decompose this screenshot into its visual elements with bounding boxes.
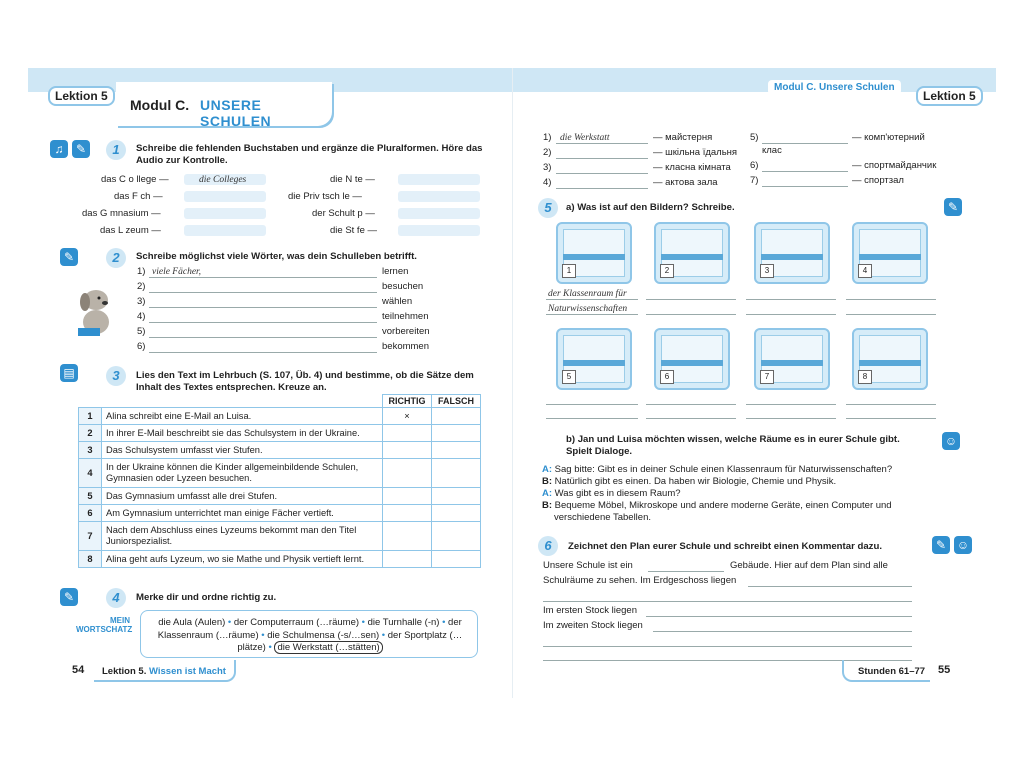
headphones-icon: ♫ bbox=[50, 140, 68, 158]
answer-line[interactable] bbox=[646, 418, 736, 419]
answer-line[interactable] bbox=[646, 314, 736, 315]
answer-line[interactable] bbox=[149, 337, 377, 338]
exercise-number: 4 bbox=[106, 588, 126, 608]
mein-wortschatz-label: MEIN WORTSCHATZ bbox=[76, 616, 133, 634]
row-number: 4 bbox=[79, 459, 102, 488]
list-number: 4) bbox=[137, 311, 146, 322]
handwritten-answer: Naturwissenschaften bbox=[548, 304, 628, 314]
row-number: 7 bbox=[79, 522, 102, 551]
list-number: 3) bbox=[543, 162, 552, 173]
list-number: 1) bbox=[543, 132, 552, 143]
modul-header bbox=[116, 82, 332, 129]
answer-field[interactable] bbox=[184, 225, 266, 236]
answer-line[interactable] bbox=[543, 646, 912, 647]
answer-field[interactable] bbox=[398, 225, 480, 236]
falsch-cell[interactable] bbox=[432, 551, 481, 568]
word-prompt: die St fe — bbox=[330, 225, 377, 236]
list-number: 6) bbox=[750, 160, 759, 171]
vocabulary-box bbox=[140, 610, 478, 658]
translation: клас bbox=[762, 145, 782, 156]
modul-header-right: Modul C. Unsere Schulen bbox=[768, 80, 901, 95]
classroom-picture-4: 4 bbox=[852, 222, 928, 284]
verb-label: lernen bbox=[382, 266, 409, 277]
word-prompt: das C o llege — bbox=[101, 174, 169, 185]
answer-line[interactable] bbox=[846, 404, 936, 405]
classroom-picture-6: 6 bbox=[654, 328, 730, 390]
answer-line[interactable] bbox=[762, 171, 848, 172]
answer-line[interactable] bbox=[846, 418, 936, 419]
answer-line[interactable] bbox=[646, 299, 736, 300]
falsch-cell[interactable] bbox=[432, 442, 481, 459]
richtig-cell[interactable] bbox=[383, 442, 432, 459]
classroom-picture-2: 2 bbox=[654, 222, 730, 284]
statement: Das Schulsystem umfasst vier Stufen. bbox=[102, 442, 383, 459]
exercise-instruction: Lies den Text im Lehrbuch (S. 107, Üb. 4) und bestimme, ob die Sätze dem Inhalt des Textes entsprechen. Kreuze an. bbox=[136, 370, 474, 393]
row-number: 1 bbox=[79, 408, 102, 425]
textbook-spread bbox=[28, 68, 996, 698]
vocabulary-list: die Aula (Aulen) • der Computerraum (…räume) • die Turnhalle (-n) • der Klassenraum (…räume) • die Schulmensa (-s/…sen) • der Sportplatz (…plätze) • die Werkstatt (…stätten) bbox=[157, 617, 463, 653]
answer-line[interactable] bbox=[556, 158, 648, 159]
list-number: 1) bbox=[137, 266, 146, 277]
exercise-number: 1 bbox=[106, 140, 126, 160]
page-number-right: 55 bbox=[938, 664, 951, 676]
statement: Das Gymnasium umfasst alle drei Stufen. bbox=[102, 488, 383, 505]
translation: — актова зала bbox=[653, 177, 718, 188]
row-number: 5 bbox=[79, 488, 102, 505]
page-fold bbox=[512, 68, 513, 698]
verb-label: vorbereiten bbox=[382, 326, 430, 337]
richtig-cell[interactable] bbox=[383, 425, 432, 442]
exercise-instruction: Schreibe die fehlenden Buchstaben und ergänze die Pluralformen. Höre das Audio zur Kontrolle. bbox=[136, 143, 483, 166]
exercise-number: 5 bbox=[538, 198, 558, 218]
exercise-instruction: a) Was ist auf den Bildern? Schreibe. bbox=[566, 202, 735, 213]
answer-field[interactable] bbox=[398, 174, 480, 185]
falsch-cell[interactable] bbox=[432, 488, 481, 505]
text-line: Im zweiten Stock liegen bbox=[543, 620, 643, 631]
footer-lesson: Lektion 5. Wissen ist Macht bbox=[102, 666, 226, 677]
falsch-cell[interactable] bbox=[432, 505, 481, 522]
answer-field[interactable] bbox=[184, 191, 266, 202]
translation: — майстерня bbox=[653, 132, 713, 143]
translation: — шкільна їдальня bbox=[653, 147, 738, 158]
answer-line[interactable] bbox=[746, 314, 836, 315]
statement: In ihrer E-Mail beschreibt sie das Schulsystem in der Ukraine. bbox=[102, 425, 383, 442]
pencil-icon: ✎ bbox=[932, 536, 950, 554]
answer-line[interactable] bbox=[546, 314, 638, 315]
answer-line[interactable] bbox=[646, 616, 912, 617]
classroom-picture-7: 7 bbox=[754, 328, 830, 390]
classroom-picture-3: 3 bbox=[754, 222, 830, 284]
lesson-tab-left: Lektion 5 bbox=[48, 86, 115, 106]
answer-line[interactable] bbox=[149, 352, 377, 353]
text-line: Im ersten Stock liegen bbox=[543, 605, 637, 616]
list-number: 4) bbox=[543, 177, 552, 188]
word-prompt: das L zeum — bbox=[100, 225, 161, 236]
list-number: 5) bbox=[137, 326, 146, 337]
answer-line[interactable] bbox=[546, 299, 638, 300]
translation: — спортзал bbox=[852, 175, 904, 186]
people-icon: ☺ bbox=[942, 432, 960, 450]
exercise-instruction: b) Jan und Luisa möchten wissen, welche Räume es in eurer Schule gibt. Spielt Dialoge. bbox=[566, 434, 900, 457]
word-prompt: das G mnasium — bbox=[82, 208, 161, 219]
statement: Alina schreibt eine E-Mail an Luisa. bbox=[102, 408, 383, 425]
row-number: 6 bbox=[79, 505, 102, 522]
translation: — спортмайданчик bbox=[852, 160, 937, 171]
lesson-tab-right: Lektion 5 bbox=[916, 86, 983, 106]
handwritten-answer: die Werkstatt bbox=[560, 133, 610, 143]
list-number: 3) bbox=[137, 296, 146, 307]
exercise-number: 2 bbox=[106, 248, 126, 268]
word-prompt: die N te — bbox=[330, 174, 375, 185]
answer-line[interactable] bbox=[543, 601, 912, 602]
richtig-cell[interactable]: × bbox=[383, 408, 432, 425]
answer-line[interactable] bbox=[556, 173, 648, 174]
text-line: Gebäude. Hier auf dem Plan sind alle bbox=[730, 560, 888, 571]
handwritten-answer: viele Fächer, bbox=[152, 267, 202, 277]
falsch-cell[interactable] bbox=[432, 408, 481, 425]
answer-line[interactable] bbox=[762, 143, 848, 144]
pencil-icon: ✎ bbox=[60, 588, 78, 606]
list-number: 7) bbox=[750, 175, 759, 186]
handwritten-answer: der Klassenraum für bbox=[548, 289, 627, 299]
word-prompt: das F ch — bbox=[114, 191, 163, 202]
answer-line[interactable] bbox=[648, 571, 724, 572]
richtig-cell[interactable] bbox=[383, 459, 432, 488]
verb-label: besuchen bbox=[382, 281, 424, 292]
list-number: 2) bbox=[137, 281, 146, 292]
column-header-falsch: FALSCH bbox=[432, 395, 481, 408]
classroom-picture-1: 1 bbox=[556, 222, 632, 284]
people-icon: ☺ bbox=[954, 536, 972, 554]
column-header-richtig: RICHTIG bbox=[383, 395, 432, 408]
answer-line[interactable] bbox=[762, 186, 848, 187]
answer-line[interactable] bbox=[149, 307, 377, 308]
translation: — комп'ютерний bbox=[852, 132, 925, 143]
falsch-cell[interactable] bbox=[432, 425, 481, 442]
answer-line[interactable] bbox=[653, 631, 912, 632]
richtig-cell[interactable] bbox=[383, 551, 432, 568]
exercise-instruction: Merke dir und ordne richtig zu. bbox=[136, 592, 277, 603]
pencil-icon: ✎ bbox=[72, 140, 90, 158]
row-number: 8 bbox=[79, 551, 102, 568]
list-number: 5) bbox=[750, 132, 759, 143]
word-prompt: der Schult p — bbox=[312, 208, 375, 219]
answer-line[interactable] bbox=[149, 292, 377, 293]
richtig-cell[interactable] bbox=[383, 505, 432, 522]
statement: Alina geht aufs Lyzeum, wo sie Mathe und Physik vertieft lernt. bbox=[102, 551, 383, 568]
text-line: Unsere Schule ist ein bbox=[543, 560, 633, 571]
verb-label: teilnehmen bbox=[382, 311, 429, 322]
list-number: 2) bbox=[543, 147, 552, 158]
statement: Nach dem Abschluss eines Lyzeums bekommt man den Titel Juniorspezialist. bbox=[102, 522, 383, 551]
word-prompt: die Priv tsch le — bbox=[288, 191, 362, 202]
circled-word: die Werkstatt (…stätten) bbox=[274, 641, 382, 654]
translation: — класна кімната bbox=[653, 162, 731, 173]
statement: In der Ukraine können die Kinder allgemeinbildende Schulen, Gymnasien oder Lyzeen besuchen. bbox=[102, 459, 383, 488]
footer-stunden: Stunden 61–77 bbox=[858, 666, 926, 677]
answer-field[interactable] bbox=[184, 208, 266, 219]
richtig-cell[interactable] bbox=[383, 522, 432, 551]
true-false-table bbox=[78, 394, 481, 568]
pencil-icon: ✎ bbox=[944, 198, 962, 216]
exercise-instruction: Schreibe möglichst viele Wörter, was dein Schulleben betrifft. bbox=[136, 251, 417, 262]
statement: Am Gymnasium unterrichtet man einige Fächer vertieft. bbox=[102, 505, 383, 522]
falsch-cell[interactable] bbox=[432, 459, 481, 488]
dog-mascot-icon bbox=[72, 286, 118, 338]
row-number: 2 bbox=[79, 425, 102, 442]
answer-field[interactable] bbox=[398, 208, 480, 219]
book-icon: ▤ bbox=[60, 364, 78, 382]
answer-line[interactable] bbox=[748, 586, 912, 587]
classroom-picture-5: 5 bbox=[556, 328, 632, 390]
exercise-number: 6 bbox=[538, 536, 558, 556]
handwritten-answer: die Colleges bbox=[199, 175, 247, 185]
exercise-number: 3 bbox=[106, 366, 126, 386]
answer-line[interactable] bbox=[556, 188, 648, 189]
verb-label: wählen bbox=[382, 296, 413, 307]
page-number-left: 54 bbox=[72, 664, 85, 676]
pencil-icon: ✎ bbox=[60, 248, 78, 266]
modul-label: Modul C. bbox=[130, 97, 190, 113]
verb-label: bekommen bbox=[382, 341, 429, 352]
answer-line[interactable] bbox=[546, 404, 638, 405]
classroom-picture-8: 8 bbox=[852, 328, 928, 390]
answer-line[interactable] bbox=[149, 322, 377, 323]
answer-line[interactable] bbox=[149, 277, 377, 278]
answer-line[interactable] bbox=[646, 404, 736, 405]
dialogue: A: Sag bitte: Gibt es in deiner Schule einen Klassenraum für Naturwissenschaften? B: Natürlich gibt es einen. Da haben wir Biologie, Chemie und Physik. A: Was gibt es in diesem Raum? B: Bequeme Möbel, Mikroskope und andere moderne Geräte, einen Computer und verschiedene Tabellen. bbox=[542, 464, 893, 523]
answer-line[interactable] bbox=[746, 404, 836, 405]
answer-line[interactable] bbox=[846, 299, 936, 300]
modul-title: UNSERE SCHULEN bbox=[200, 97, 272, 129]
list-number: 6) bbox=[137, 341, 146, 352]
answer-line[interactable] bbox=[746, 418, 836, 419]
text-line: Schulräume zu sehen. Im Erdgeschoss liegen bbox=[543, 575, 737, 586]
exercise-instruction: Zeichnet den Plan eurer Schule und schreibt einen Kommentar dazu. bbox=[568, 541, 882, 552]
falsch-cell[interactable] bbox=[432, 522, 481, 551]
richtig-cell[interactable] bbox=[383, 488, 432, 505]
answer-field[interactable] bbox=[398, 191, 480, 202]
row-number: 3 bbox=[79, 442, 102, 459]
answer-line[interactable] bbox=[846, 314, 936, 315]
answer-line[interactable] bbox=[746, 299, 836, 300]
answer-line[interactable] bbox=[546, 418, 638, 419]
